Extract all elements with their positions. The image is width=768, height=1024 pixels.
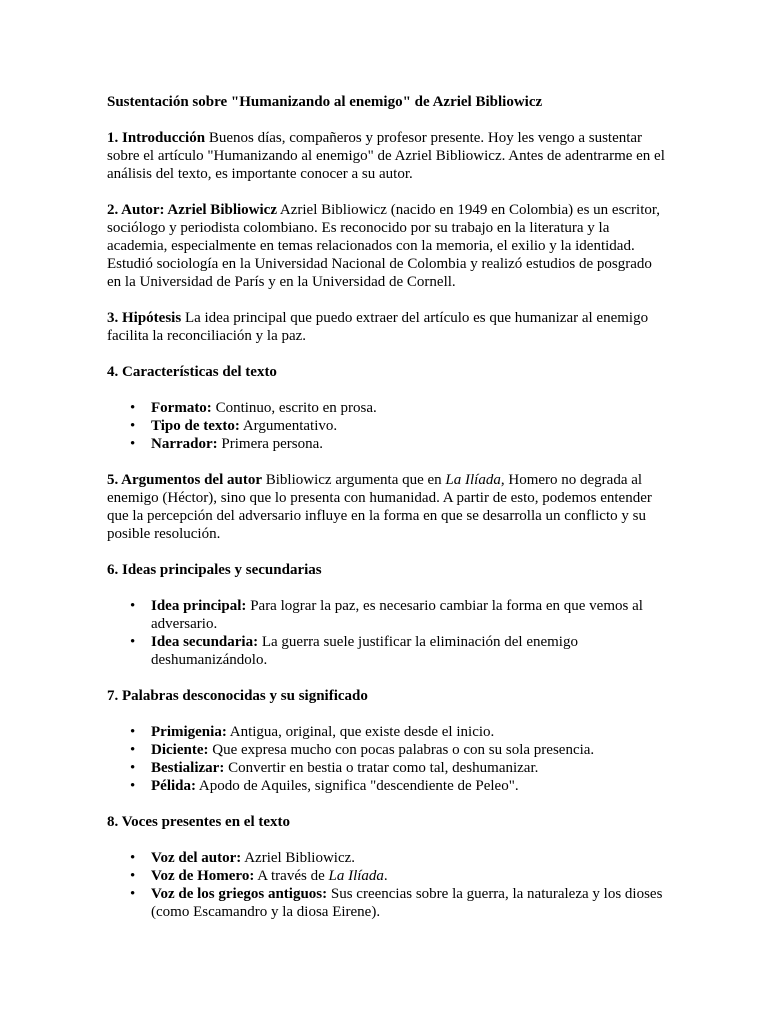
- list-item: [151, 435, 667, 453]
- list-item: [151, 723, 667, 741]
- list-term: Tipo de texto:: [151, 418, 240, 434]
- list-desc: Primera persona.: [217, 436, 324, 452]
- section-arguments: [107, 471, 667, 543]
- list-item: [151, 417, 667, 435]
- characteristics-list: [107, 399, 667, 453]
- list-desc-end: .: [383, 868, 388, 884]
- section-author: [107, 201, 667, 291]
- section-hypothesis: [107, 309, 667, 345]
- list-item: [151, 867, 667, 885]
- list-term: Idea principal:: [151, 598, 247, 614]
- list-term: Pélida:: [151, 778, 196, 794]
- list-term: Bestializar:: [151, 760, 225, 776]
- section-vocabulary-heading: 7. Palabras desconocidas y su significado: [107, 688, 368, 704]
- list-term: Narrador:: [151, 436, 218, 452]
- section-ideas-heading: 6. Ideas principales y secundarias: [107, 562, 322, 578]
- list-desc: Convertir en bestia o tratar como tal, deshumanizar.: [224, 760, 539, 776]
- list-item: [151, 777, 667, 795]
- list-item: [151, 597, 667, 633]
- list-desc: Que expresa mucho con pocas palabras o con su sola presencia.: [208, 742, 595, 758]
- list-term: Primigenia:: [151, 724, 227, 740]
- section-text: Azriel Bibliowicz (nacido en 1949 en Colombia) es un escritor, sociólogo y periodista colombiano. Es reconocido por su trabajo en la literatura y la academia, especialmente en temas relacionados con la memoria, el exilio y la identidad. Estudió sociología en la Universidad Nacional de Colombia y realizó estudios de posgrado en la Universidad de París y en la Universidad de Cornell.: [107, 202, 661, 290]
- list-item: [151, 633, 667, 669]
- document-page: [107, 93, 667, 939]
- section-text: Buenos días, compañeros y profesor presente. Hoy les vengo a sustentar sobre el artículo "Humanizando al enemigo" de Azriel Bibliowicz. Antes de adentrarme en el análisis del texto, es importante conocer a su autor.: [107, 130, 665, 182]
- section-introduction: [107, 129, 667, 183]
- ideas-list: [107, 597, 667, 669]
- list-desc: Para lograr la paz, es necesario cambiar la forma en que vemos al adversario.: [151, 598, 643, 632]
- list-desc: Azriel Bibliowicz.: [241, 850, 356, 866]
- voices-list: [107, 849, 667, 921]
- section-voices-heading: 8. Voces presentes en el texto: [107, 814, 291, 830]
- list-desc: Apodo de Aquiles, significa "descendiente de Peleo".: [196, 778, 519, 794]
- book-title: La Ilíada: [328, 868, 384, 884]
- document-title: Sustentación sobre "Humanizando al enemigo" de Azriel Bibliowicz: [107, 94, 543, 110]
- section-heading: 3. Hipótesis: [107, 310, 182, 326]
- list-item: [151, 849, 667, 867]
- section-characteristics-heading: 4. Características del texto: [107, 364, 277, 380]
- book-title: La Ilíada: [445, 472, 501, 488]
- list-term: Formato:: [151, 400, 212, 416]
- list-desc: Continuo, escrito en prosa.: [211, 400, 377, 416]
- section-text: La idea principal que puedo extraer del artículo es que humanizar al enemigo facilita la reconciliación y la paz.: [107, 310, 649, 344]
- list-term: Voz de Homero:: [151, 868, 255, 884]
- vocabulary-list: [107, 723, 667, 795]
- list-term: Diciente:: [151, 742, 209, 758]
- section-heading: 5. Argumentos del autor: [107, 472, 262, 488]
- list-desc: Antigua, original, que existe desde el inicio.: [226, 724, 495, 740]
- list-item: [151, 759, 667, 777]
- list-term: Idea secundaria:: [151, 634, 259, 650]
- list-item: [151, 885, 667, 921]
- section-heading: 1. Introducción: [107, 130, 206, 146]
- list-item: [151, 741, 667, 759]
- list-desc: Sus creencias sobre la guerra, la naturaleza y los dioses (como Escamandro y la diosa Eirene).: [151, 886, 663, 920]
- section-heading: 2. Autor: Azriel Bibliowicz: [107, 202, 277, 218]
- section-text: , Homero no degrada al enemigo (Héctor), sino que lo presenta con humanidad. A partir de esto, podemos entender que la percepción del adversario influye en la forma en que se desarrolla un conflicto y su posible resolución.: [107, 472, 652, 542]
- list-term: Voz de los griegos antiguos:: [151, 886, 328, 902]
- list-desc: La guerra suele justificar la eliminación del enemigo deshumanizándolo.: [151, 634, 578, 668]
- list-item: [151, 399, 667, 417]
- list-desc: Argumentativo.: [239, 418, 338, 434]
- list-term: Voz del autor:: [151, 850, 242, 866]
- section-text: Bibliowicz argumenta que en: [262, 472, 446, 488]
- list-desc: A través de: [254, 868, 329, 884]
